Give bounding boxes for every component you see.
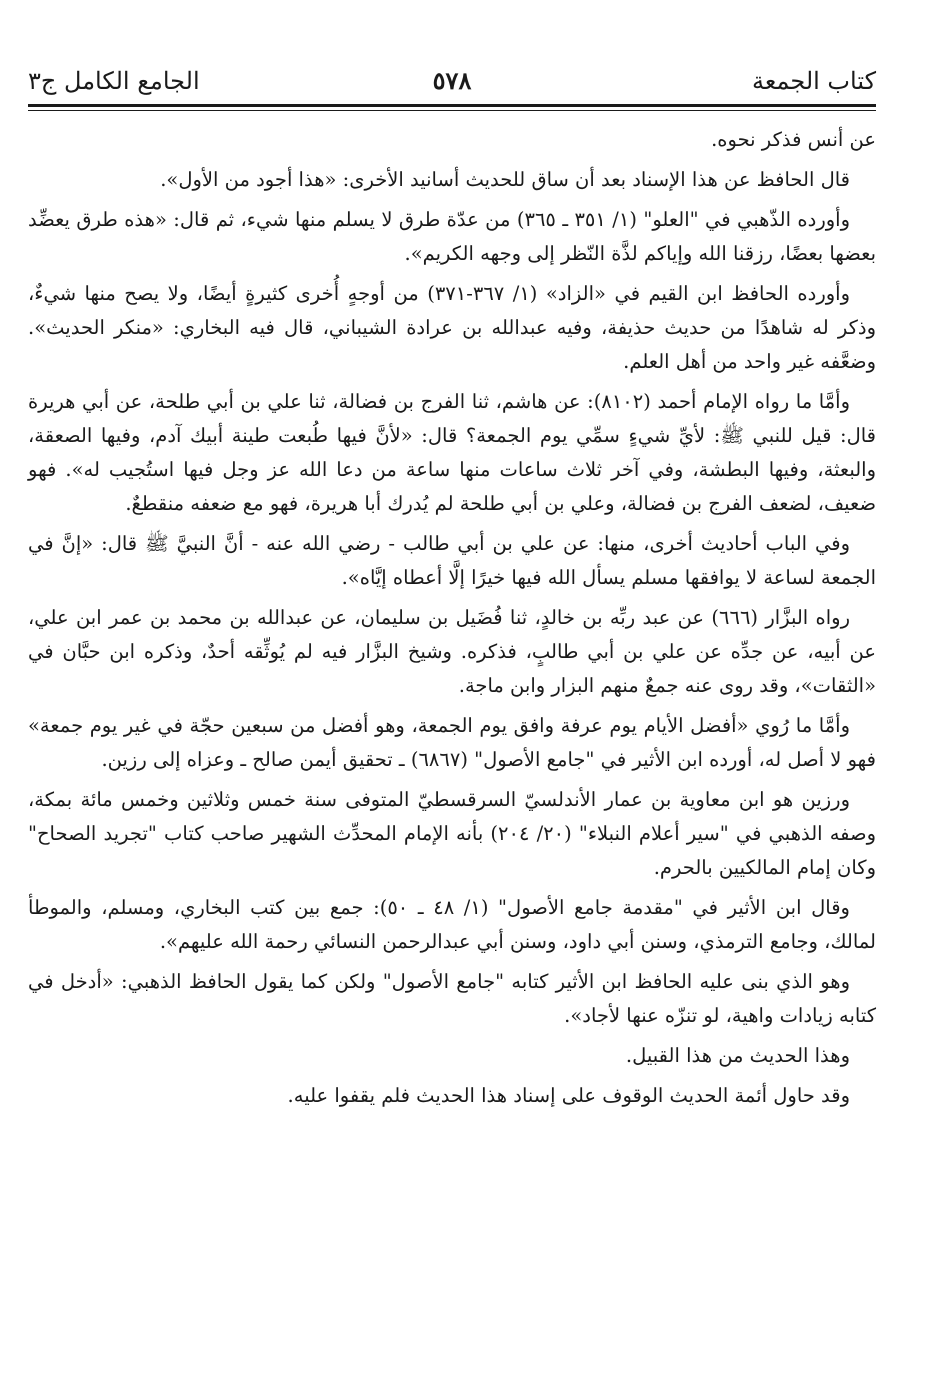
book-title: الجامع الكامل ج٣ — [28, 67, 200, 95]
page-body — [28, 123, 876, 1113]
paragraph: ورزين هو ابن معاوية بن عمار الأندلسيّ السرقسطيّ المتوفى سنة خمس وثلاثين وخمس مائة بمكة، وصفه الذهبي في "سير أعلام النبلاء" (٢٠/ ٢٠٤) بأنه الإمام المحدِّث الشهير صاحب كتاب "تجريد الصحاح" وكان إمام المالكيين بالحرم. — [28, 788, 876, 879]
paragraph: وهو الذي بنى عليه الحافظ ابن الأثير كتابه "جامع الأصول" ولكن كما يقول الحافظ الذهبي: «أدخل في كتابه زيادات واهية، لو تنزّه عنها لأجاد». — [28, 970, 876, 1027]
header-rule-thin — [28, 110, 876, 111]
paragraph: وأورده الحافظ ابن القيم في «الزاد» (١/ ٣٦٧-٣٧١) من أوجهٍ أُخرى كثيرةٍ أيضًا، ولا يصح منها شيءٌ، وذكر له شاهدًا من حديث حذيفة، وفيه عبدالله بن عرادة الشيباني، قال فيه البخاري: «منكر الحديث». وضعَّفه غير واحد من أهل العلم. — [28, 282, 876, 373]
paragraph: قال الحافظ عن هذا الإسناد بعد أن ساق للحديث أسانيد الأخرى: «هذا أجود من الأول». — [160, 168, 850, 191]
paragraph: وقال ابن الأثير في "مقدمة جامع الأصول" (١/ ٤٨ ـ ٥٠): جمع بين كتب البخاري، ومسلم، والموطأ لمالك، وجامع الترمذي، وسنن أبي داود، وسنن أبي عبدالرحمن النسائي رحمة الله عليهم». — [28, 896, 876, 953]
running-header — [28, 60, 876, 102]
paragraph: وأورده الذّهبي في "العلو" (١/ ٣٥١ ـ ٣٦٥) من عدّة طرق لا يسلم منها شيء، ثم قال: «هذه طرق يعضِّد بعضها بعضًا، رزقنا الله وإياكم لذَّة النّظر إلى وجهه الكريم». — [28, 208, 876, 265]
paragraph: وأمَّا ما رُوي «أفضل الأيام يوم عرفة وافق يوم الجمعة، وهو أفضل من سبعين حجّة في غير يوم جمعة» فهو لا أصل له، أورده ابن الأثير في "جامع الأصول" (٦٨٦٧) ـ تحقيق أيمن صالح ـ وعزاه إلى رزين. — [28, 714, 876, 771]
page-number: ٥٧٨ — [432, 66, 472, 95]
paragraph: وقد حاول أئمة الحديث الوقوف على إسناد هذا الحديث فلم يقفوا عليه. — [287, 1084, 850, 1107]
paragraph: وأمَّا ما رواه الإمام أحمد (٨١٠٢): عن هاشم، ثنا الفرج بن فضالة، ثنا علي بن أبي طلحة، عن أبي هريرة قال: قيل للنبي ﷺ: لأيِّ شيءٍ سمِّي يوم الجمعة؟ قال: «لأنَّ فيها طُبعت طينة أبيك آدم، وفيها الصعقة، والبعثة، وفيها البطشة، وفي آخر ثلاث ساعات منها ساعة من دعا الله عز وجل فيها استُجيب له». فهو ضعيف، لضعف الفرج بن فضالة، وعلي بن أبي طلحة لم يُدرك أبا هريرة، فهو مع ضعفه منقطعٌ. — [28, 390, 876, 515]
paragraph: عن أنس فذكر نحوه. — [711, 128, 876, 151]
book-page — [28, 60, 876, 1360]
chapter-title: كتاب الجمعة — [752, 67, 876, 95]
header-rule-thick — [28, 104, 876, 107]
paragraph: رواه البزَّار (٦٦٦) عن عبد ربِّه بن خالدٍ، ثنا فُضَيل بن سليمان، عن عبدالله بن محمد بن عمر ابن علي، عن أبيه، عن جدِّه عن علي بن أبي طالبٍ، فذكره. وشيخ البزَّار فيه لم يُوثِّقه أحدٌ، وذكره ابن حبَّان في «الثقات»، وقد روى عنه جمعٌ منهم البزار وابن ماجة. — [28, 606, 876, 697]
paragraph: وفي الباب أحاديث أخرى، منها: عن علي بن أبي طالب - رضي الله عنه - أنَّ النبيَّ ﷺ قال: «إنَّ في الجمعة لساعة لا يوافقها مسلم يسأل الله فيها خيرًا إلَّا أعطاه إيَّاه». — [28, 532, 876, 589]
paragraph: وهذا الحديث من هذا القبيل. — [625, 1044, 850, 1067]
